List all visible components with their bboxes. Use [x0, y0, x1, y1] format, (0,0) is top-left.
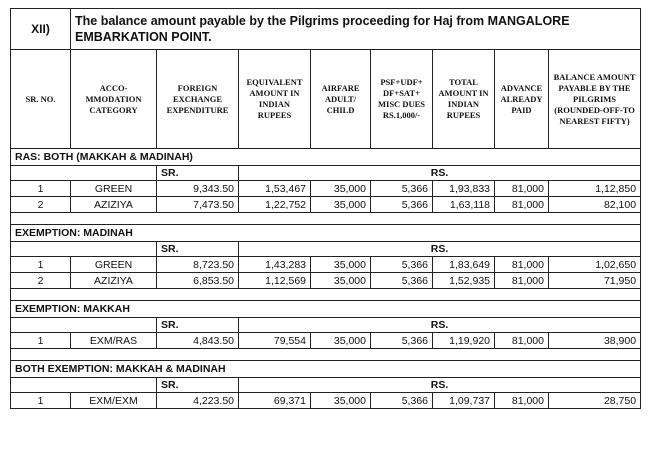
cell-psf-dues: 5,366: [371, 333, 433, 349]
section-title-row: [11, 225, 641, 242]
cell-balance: 1,02,650: [549, 257, 641, 273]
header-row: [11, 50, 641, 149]
cell-psf-dues: 5,366: [371, 257, 433, 273]
header-accommodation: ACCO-MMODATION CATEGORY: [71, 50, 157, 149]
unit-blank: [11, 318, 157, 333]
unit-blank: [11, 166, 157, 181]
cell-equivalent-inr: 1,43,283: [239, 257, 311, 273]
cell-sr: 1: [11, 181, 71, 197]
cell-total: 1,52,935: [433, 273, 495, 289]
table-row: [11, 333, 641, 349]
cell-foreign-exchange: 8,723.50: [157, 257, 239, 273]
cell-psf-dues: 5,366: [371, 393, 433, 409]
unit-rs-label: RS.: [239, 242, 641, 257]
balance-table: [10, 8, 641, 409]
cell-total: 1,63,118: [433, 197, 495, 213]
cell-total: 1,83,649: [433, 257, 495, 273]
cell-psf-dues: 5,366: [371, 273, 433, 289]
cell-category: GREEN: [71, 181, 157, 197]
section-title: EXEMPTION: MADINAH: [11, 225, 641, 242]
unit-sr-label: SR.: [157, 166, 239, 181]
cell-advance: 81,000: [495, 197, 549, 213]
cell-foreign-exchange: 9,343.50: [157, 181, 239, 197]
section-spacer: [11, 213, 641, 225]
table-row: [11, 273, 641, 289]
cell-total: 1,93,833: [433, 181, 495, 197]
title-row: [11, 9, 641, 50]
cell-advance: 81,000: [495, 257, 549, 273]
unit-blank: [11, 242, 157, 257]
header-balance: BALANCE AMOUNT PAYABLE BY THE PILGRIMS (ROUNDED-OFF-TO NEAREST FIFTY): [549, 50, 641, 149]
cell-foreign-exchange: 7,473.50: [157, 197, 239, 213]
spacer-cell: [11, 213, 641, 225]
cell-advance: 81,000: [495, 273, 549, 289]
cell-equivalent-inr: 1,53,467: [239, 181, 311, 197]
cell-equivalent-inr: 79,554: [239, 333, 311, 349]
section-title-row: [11, 149, 641, 166]
unit-sr-label: SR.: [157, 318, 239, 333]
section-spacer: [11, 289, 641, 301]
cell-balance: 71,950: [549, 273, 641, 289]
unit-row: [11, 318, 641, 333]
sections-body: [11, 149, 641, 409]
cell-airfare: 35,000: [311, 273, 371, 289]
cell-advance: 81,000: [495, 333, 549, 349]
table-row: [11, 181, 641, 197]
cell-airfare: 35,000: [311, 333, 371, 349]
spacer-cell: [11, 289, 641, 301]
unit-sr-label: SR.: [157, 378, 239, 393]
cell-airfare: 35,000: [311, 197, 371, 213]
header-advance: ADVANCE ALREADY PAID: [495, 50, 549, 149]
unit-rs-label: RS.: [239, 166, 641, 181]
table-row: [11, 393, 641, 409]
cell-category: EXM/RAS: [71, 333, 157, 349]
cell-foreign-exchange: 4,223.50: [157, 393, 239, 409]
cell-balance: 38,900: [549, 333, 641, 349]
cell-psf-dues: 5,366: [371, 181, 433, 197]
unit-row: [11, 166, 641, 181]
cell-balance: 1,12,850: [549, 181, 641, 197]
table-row: [11, 197, 641, 213]
cell-airfare: 35,000: [311, 181, 371, 197]
unit-rs-label: RS.: [239, 378, 641, 393]
unit-blank: [11, 378, 157, 393]
section-title-row: [11, 361, 641, 378]
cell-sr: 1: [11, 257, 71, 273]
section-title: BOTH EXEMPTION: MAKKAH & MADINAH: [11, 361, 641, 378]
spacer-cell: [11, 349, 641, 361]
header-total: TOTAL AMOUNT IN INDIAN RUPEES: [433, 50, 495, 149]
cell-foreign-exchange: 4,843.50: [157, 333, 239, 349]
header-airfare: AIRFARE ADULT/ CHILD: [311, 50, 371, 149]
header-sr-no: SR. NO.: [11, 50, 71, 149]
cell-sr: 1: [11, 393, 71, 409]
section-spacer: [11, 349, 641, 361]
cell-balance: 82,100: [549, 197, 641, 213]
unit-rs-label: RS.: [239, 318, 641, 333]
table-row: [11, 257, 641, 273]
header-foreign-exchange: FOREIGN EXCHANGE EXPENDITURE: [157, 50, 239, 149]
cell-category: AZIZIYA: [71, 273, 157, 289]
cell-foreign-exchange: 6,853.50: [157, 273, 239, 289]
cell-total: 1,09,737: [433, 393, 495, 409]
cell-sr: 2: [11, 197, 71, 213]
section-title: RAS: BOTH (MAKKAH & MADINAH): [11, 149, 641, 166]
section-title: EXEMPTION: MAKKAH: [11, 301, 641, 318]
header-psf-dues: PSF+UDF+ DF+SAT+ MISC DUES RS.1,000/-: [371, 50, 433, 149]
header-equivalent-inr: EQUIVALENT AMOUNT IN INDIAN RUPEES: [239, 50, 311, 149]
cell-category: AZIZIYA: [71, 197, 157, 213]
unit-row: [11, 242, 641, 257]
cell-total: 1,19,920: [433, 333, 495, 349]
cell-equivalent-inr: 1,12,569: [239, 273, 311, 289]
cell-advance: 81,000: [495, 181, 549, 197]
unit-sr-label: SR.: [157, 242, 239, 257]
cell-category: EXM/EXM: [71, 393, 157, 409]
cell-category: GREEN: [71, 257, 157, 273]
cell-psf-dues: 5,366: [371, 197, 433, 213]
cell-equivalent-inr: 69,371: [239, 393, 311, 409]
section-title-row: [11, 301, 641, 318]
unit-row: [11, 378, 641, 393]
haj-balance-document: [10, 8, 640, 409]
section-number: XII): [11, 9, 71, 50]
cell-sr: 1: [11, 333, 71, 349]
cell-sr: 2: [11, 273, 71, 289]
cell-equivalent-inr: 1,22,752: [239, 197, 311, 213]
cell-airfare: 35,000: [311, 393, 371, 409]
document-title: The balance amount payable by the Pilgrims proceeding for Haj from MANGALORE EMBARKATION POINT.: [71, 9, 641, 50]
cell-balance: 28,750: [549, 393, 641, 409]
cell-airfare: 35,000: [311, 257, 371, 273]
cell-advance: 81,000: [495, 393, 549, 409]
